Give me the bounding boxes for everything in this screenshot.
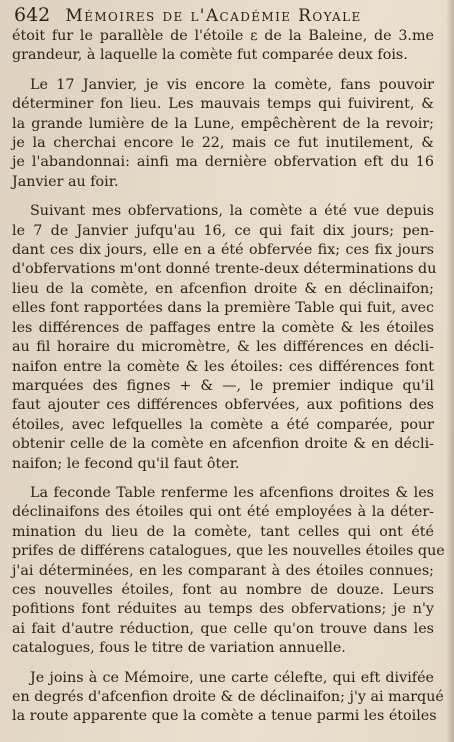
text-line: ai fait d'autre réduction, que celle qu'on trouve dans les <box>12 620 434 637</box>
text-line: ces nouvelles étoiles, font au nombre de douze. Leurs <box>12 581 434 598</box>
text-line: La feconde Table renferme les afcenfions droites & les <box>30 484 434 501</box>
text-line: naifon entre la comète & les étoiles: ces différences font <box>12 358 434 375</box>
page-header <box>14 2 444 28</box>
text-line: faut ajouter ces différences obfervées, aux pofitions des <box>12 397 434 414</box>
text-line: lieu de la comète, en afcenfion droite & en déclinaifon; <box>12 280 434 297</box>
paragraph-3 <box>12 202 437 474</box>
text-line: catalogues, fous le titre de variation annuelle. <box>12 640 346 657</box>
running-title: Mémoires de l'Académie Royale <box>65 6 362 26</box>
paragraph-2 <box>12 76 434 192</box>
text-line: en degrés d'afcenfion droite & de déclinaifon; j'y ai marqué <box>12 689 444 705</box>
text-line: dant ces dix jours, elle en a été obfervée fix; ces fix jours <box>12 242 434 259</box>
text-line: les différences de paffages entre la comète & les étoiles <box>12 319 434 336</box>
text-line: la route apparente que la comète a tenue parmi les étoiles <box>12 708 437 725</box>
text-line: d'obfervations m'ont donné trente-deux déterminations du <box>12 261 437 278</box>
text-line: je la cherchai encore le 22, mais ce fut inutilement, & <box>12 135 434 152</box>
text-line: Je joins à ce Mémoire, une carte célefte, qui eft divifée <box>30 669 434 686</box>
paragraph-1 <box>12 27 434 66</box>
text-line: la grande lumière de la Lune, empêchèrent de la revoir; <box>12 115 434 132</box>
text-line: naifon; le fecond qu'il faut ôter. <box>12 455 240 472</box>
text-line: étoiles, avec lefquelles la comète a été comparée, pour <box>12 416 434 433</box>
paragraph-4 <box>12 484 445 659</box>
text-line: obtenir celle de la comète en afcenfion droite & en décli- <box>12 436 434 453</box>
text-line: marquées des fignes + & —, le premier indique qu'il <box>12 377 434 394</box>
body-text <box>12 27 445 737</box>
text-line: prifes de différens catalogues, que les nouvelles étoiles que <box>12 543 445 560</box>
text-line: mination du lieu de la comète, tant celles qui ont été <box>12 523 434 540</box>
paragraph-5 <box>12 669 444 727</box>
text-line: elles font rapportées dans la première Table qui fuit, avec <box>12 300 434 317</box>
text-line: Le 17 Janvier, je vis encore la comète, fans pouvoir <box>30 76 434 93</box>
text-line: déclinaifons des étoiles qui ont été employées à la déter- <box>12 504 434 521</box>
text-line: déterminer fon lieu. Les mauvais temps qui fuivirent, & <box>12 96 434 113</box>
text-line: le 7 de Janvier jufqu'au 16, ce qui fait dix jours; pen- <box>12 222 434 239</box>
text-line: je l'abandonnai: ainfi ma dernière obfervation eft du 16 <box>12 154 434 171</box>
text-line: au fil horaire du micromètre, & les différences en décli- <box>12 339 434 356</box>
page-number: 642 <box>14 4 51 26</box>
text-line: Suivant mes obfervations, la comète a été vue depuis <box>30 203 434 220</box>
text-line: Janvier au foir. <box>12 173 119 190</box>
text-line: grandeur, à laquelle la comète fut comparée deux fois. <box>12 47 408 64</box>
text-line: pofitions font réduites au temps des obfervations; je n'y <box>12 601 434 618</box>
text-line: j'ai déterminées, en les comparant à des étoiles connues; <box>12 562 434 579</box>
text-line: étoit fur le parallèle de l'étoile ε de la Baleine, de 3.me <box>12 28 434 44</box>
